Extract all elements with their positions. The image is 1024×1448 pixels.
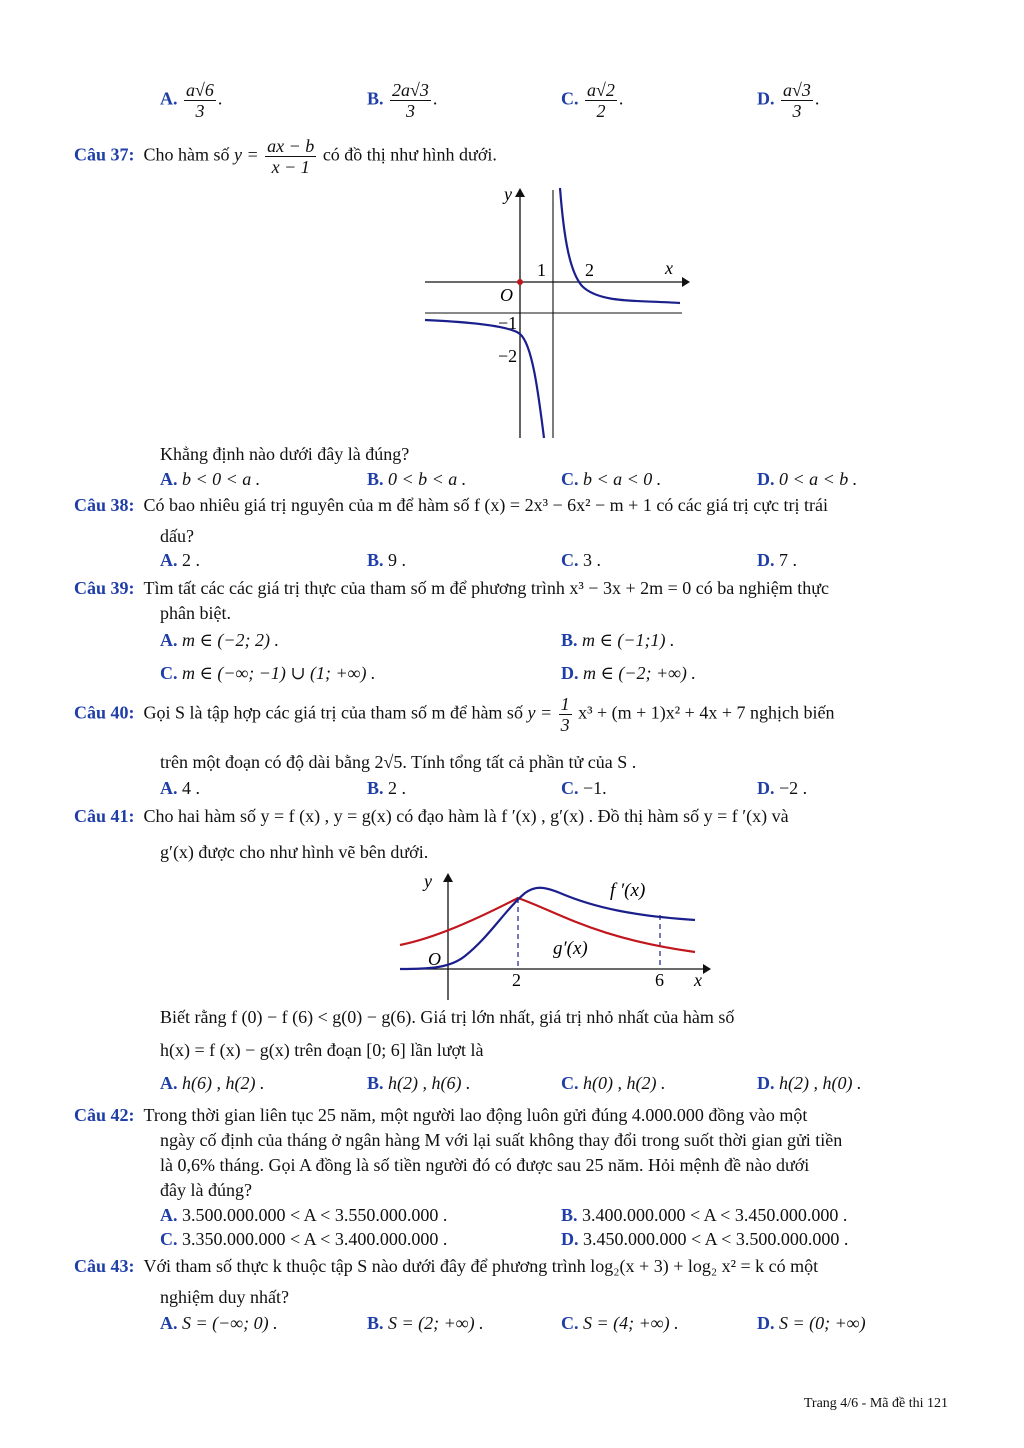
question-number: Câu 37:: [74, 144, 135, 165]
q43-line2: nghiệm duy nhất?: [160, 1287, 289, 1307]
option-label: C.: [160, 1229, 178, 1249]
q37-heading: [74, 136, 497, 177]
option-text: S = (−∞; 0) .: [182, 1313, 278, 1333]
q40-post: x³ + (m + 1)x² + 4x + 7 nghịch biến: [578, 702, 835, 723]
option-text: S = (0; +∞): [779, 1313, 866, 1333]
option-label: A.: [160, 778, 178, 798]
option-label: D.: [757, 778, 775, 798]
q37-statement: Khẳng định nào dưới đây là đúng?: [160, 444, 410, 464]
frac-num: a√3: [783, 80, 811, 100]
question-number: Câu 39:: [74, 578, 135, 598]
q42-heading: [74, 1105, 807, 1126]
y-axis-arrow-icon: [443, 873, 453, 882]
frac-den: 3: [405, 101, 415, 121]
option-label: D.: [757, 88, 775, 109]
q38-option-c[interactable]: [561, 550, 601, 571]
q36-option-b[interactable]: B. $\frac{2a√3}{3}$ .: [367, 80, 438, 121]
option-text: 3.350.000.000 < A < 3.400.000.000 .: [182, 1229, 448, 1249]
option-text: 0 < a < b .: [779, 469, 858, 489]
option-text: −2 .: [779, 778, 808, 798]
q43-line1: Với tham số thực k thuộc tập S nào dưới đây để phương trình log₂(x + 3) + log₂ x² = k có một: [143, 1256, 819, 1276]
q42-option-c[interactable]: [160, 1229, 447, 1250]
q37-y: y =: [234, 144, 259, 165]
q43-option-c[interactable]: [561, 1313, 679, 1334]
frac-num: a√6: [186, 80, 214, 100]
option-label: B.: [561, 630, 578, 650]
q41-option-c[interactable]: [561, 1073, 665, 1094]
q38-option-b[interactable]: [367, 550, 406, 571]
frac-den: 2: [596, 101, 606, 121]
q39-line1: Tìm tất các các giá trị thực của tham số m để phương trình x³ − 3x + 2m = 0 có ba nghiệm thực: [143, 578, 829, 598]
option-label: D.: [757, 1313, 775, 1333]
q42-option-b[interactable]: [561, 1205, 847, 1226]
option-text: 2 .: [182, 550, 200, 570]
option-label: C.: [561, 1313, 579, 1333]
option-label: B.: [367, 469, 384, 489]
y-label: y: [424, 871, 432, 891]
q40-line2: trên một đoạn có độ dài bằng 2√5. Tính tổng tất cả phần tử của S .: [160, 752, 637, 772]
option-text: h(2) , h(0) .: [779, 1073, 862, 1093]
option-label: A.: [160, 88, 178, 109]
option-text: 0 < b < a .: [388, 469, 467, 489]
option-text: 3.450.000.000 < A < 3.500.000.000 .: [583, 1229, 849, 1249]
option-text: −1.: [583, 778, 607, 798]
option-label: B.: [367, 550, 384, 570]
q41-line1: Cho hai hàm số y = f (x) , y = g(x) có đạo hàm là f ′(x) , g′(x) . Đồ thị hàm số y = f ′(x) và: [143, 806, 789, 826]
q36-option-c[interactable]: C. $\frac{a√2}{2}$ .: [561, 80, 624, 121]
q39-line2: phân biệt.: [160, 603, 231, 623]
tick-minus-1: −1: [498, 313, 518, 333]
x-axis-arrow-icon: [682, 277, 690, 287]
page-footer: Trang 4/6 - Mã đề thi 121: [803, 1396, 948, 1411]
f-prime-curve: [400, 888, 695, 969]
option-text: h(2) , h(6) .: [388, 1073, 471, 1093]
q41-line3: Biết rằng f (0) − f (6) < g(0) − g(6). Giá trị lớn nhất, giá trị nhỏ nhất của hàm số: [160, 1007, 735, 1027]
q39-heading: [74, 578, 829, 599]
q36-option-d[interactable]: D. $\frac{a√3}{3}$ .: [757, 80, 820, 121]
option-label: C.: [160, 663, 178, 683]
option-text: S = (2; +∞) .: [388, 1313, 484, 1333]
option-text: 9 .: [388, 550, 407, 570]
q42-option-a[interactable]: [160, 1205, 447, 1226]
q37-option-a[interactable]: [160, 469, 260, 490]
q41-graph: [395, 868, 715, 1003]
y-label: y: [504, 184, 512, 204]
option-text: S = (4; +∞) .: [583, 1313, 679, 1333]
tick-6: 6: [655, 970, 664, 990]
frac-den: x − 1: [271, 157, 310, 177]
option-text: m ∈ (−2; 2) .: [182, 630, 279, 650]
frac-num: a√2: [587, 80, 615, 100]
tick-2: 2: [585, 260, 594, 280]
curve-left-branch: [425, 320, 544, 438]
option-label: D.: [561, 1229, 579, 1249]
q37-post: có đồ thị như hình dưới.: [322, 144, 497, 165]
frac-den: 3: [792, 101, 802, 121]
frac-num: 1: [560, 694, 570, 714]
option-text: m ∈ (−∞; −1) ∪ (1; +∞) .: [182, 663, 376, 683]
q39-option-c[interactable]: [160, 663, 375, 684]
g-prime-curve: [400, 898, 695, 952]
question-number: Câu 43:: [74, 1256, 135, 1276]
q42-line2: ngày cố định của tháng ở ngân hàng M với lại suất không thay đổi trong suốt thời gian gửi tiền: [160, 1130, 843, 1150]
option-text: h(6) , h(2) .: [182, 1073, 265, 1093]
option-text: 3.500.000.000 < A < 3.550.000.000 .: [182, 1205, 448, 1225]
q42-line3: là 0,6% tháng. Gọi A đồng là số tiền người đó có được sau 25 năm. Hỏi mệnh đề nào dưới: [160, 1155, 810, 1175]
option-label: D.: [757, 550, 775, 570]
q39-option-a[interactable]: [160, 630, 279, 651]
option-label: A.: [160, 469, 178, 489]
q43-option-d[interactable]: [757, 1313, 866, 1334]
option-label: C.: [561, 88, 579, 109]
option-label: B.: [367, 1313, 384, 1333]
option-text: 3 .: [583, 550, 601, 570]
y-axis-arrow-icon: [515, 188, 525, 197]
q41-option-d[interactable]: [757, 1073, 861, 1094]
frac-den: 3: [195, 101, 205, 121]
option-text: m ∈ (−2; +∞) .: [583, 663, 696, 683]
origin-label: O: [500, 285, 513, 305]
g-prime-label: g′(x): [553, 938, 588, 959]
x-label: x: [694, 970, 702, 990]
q40-option-d[interactable]: [757, 778, 807, 799]
tick-1: 1: [537, 260, 546, 280]
option-label: D.: [561, 663, 579, 683]
option-label: B.: [367, 778, 384, 798]
frac-den: 3: [560, 715, 570, 735]
option-text: 4 .: [182, 778, 200, 798]
option-label: A.: [160, 550, 178, 570]
option-label: A.: [160, 630, 178, 650]
q40-option-a[interactable]: [160, 778, 200, 799]
option-label: A.: [160, 1073, 178, 1093]
q38-option-a[interactable]: [160, 550, 200, 571]
q37-graph: [420, 180, 690, 445]
option-label: D.: [757, 469, 775, 489]
origin-point: [517, 279, 523, 285]
q41-option-a[interactable]: [160, 1073, 264, 1094]
q38-option-d[interactable]: [757, 550, 797, 571]
option-text: 7 .: [779, 550, 797, 570]
q37-option-c[interactable]: [561, 469, 661, 490]
question-number: Câu 41:: [74, 806, 135, 826]
q41-option-b[interactable]: [367, 1073, 471, 1094]
q43-heading: [74, 1256, 818, 1277]
frac-num: 2a√3: [392, 80, 429, 100]
q43-option-b[interactable]: [367, 1313, 484, 1334]
q43-option-a[interactable]: [160, 1313, 278, 1334]
q41-heading: [74, 806, 789, 827]
q39-option-d[interactable]: [561, 663, 696, 684]
q39-option-b[interactable]: [561, 630, 674, 651]
q42-line1: Trong thời gian liên tục 25 năm, một người lao động luôn gửi đúng 4.000.000 đồng vào một: [143, 1105, 808, 1125]
q40-option-b[interactable]: [367, 778, 406, 799]
q41-line2: g′(x) được cho như hình vẽ bên dưới.: [160, 842, 429, 862]
x-label: x: [665, 258, 673, 278]
option-label: C.: [561, 778, 579, 798]
option-label: C.: [561, 1073, 579, 1093]
frac-num: ax − b: [267, 136, 315, 156]
tick-minus-2: −2: [498, 346, 518, 366]
q40-yeq: y =: [527, 702, 553, 723]
tick-2: 2: [512, 970, 521, 990]
option-label: D.: [757, 1073, 775, 1093]
question-number: Câu 42:: [74, 1105, 135, 1125]
option-text: b < 0 < a .: [182, 469, 261, 489]
option-text: h(0) , h(2) .: [583, 1073, 666, 1093]
q38-heading: [74, 495, 828, 516]
q40-option-c[interactable]: [561, 778, 607, 799]
option-text: m ∈ (−1;1) .: [582, 630, 675, 650]
option-label: B.: [367, 1073, 384, 1093]
q41-line4: h(x) = f (x) − g(x) trên đoạn [0; 6] lần lượt là: [160, 1040, 484, 1060]
option-label: A.: [160, 1205, 178, 1225]
option-label: B.: [367, 88, 384, 109]
curve-right-branch: [560, 188, 680, 303]
q38-line1: Có bao nhiêu giá trị nguyên của m để hàm số f (x) = 2x³ − 6x² − m + 1 có các giá trị cực trị trái: [143, 495, 828, 515]
option-label: C.: [561, 550, 579, 570]
q36-option-a[interactable]: A. $\frac{a√6}{3}$ .: [160, 80, 223, 121]
q40-heading: [74, 694, 834, 735]
q37-pre: Cho hàm số: [143, 144, 230, 165]
option-label: A.: [160, 1313, 178, 1333]
q42-option-d[interactable]: [561, 1229, 848, 1250]
option-label: B.: [561, 1205, 578, 1225]
option-label: C.: [561, 469, 579, 489]
origin-label: O: [428, 949, 441, 969]
question-number: Câu 40:: [74, 702, 135, 723]
f-prime-label: f ′(x): [610, 880, 646, 901]
option-text: 3.400.000.000 < A < 3.450.000.000 .: [582, 1205, 848, 1225]
option-text: 2 .: [388, 778, 407, 798]
q42-line4: đây là đúng?: [160, 1180, 252, 1200]
q38-line2: dấu?: [160, 526, 194, 546]
x-axis-arrow-icon: [703, 964, 711, 974]
question-number: Câu 38:: [74, 495, 135, 515]
q37-option-d[interactable]: [757, 469, 857, 490]
option-text: b < a < 0 .: [583, 469, 662, 489]
q37-option-b[interactable]: [367, 469, 466, 490]
q40-pre: Gọi S là tập hợp các giá trị của tham số m để hàm số: [143, 702, 523, 723]
